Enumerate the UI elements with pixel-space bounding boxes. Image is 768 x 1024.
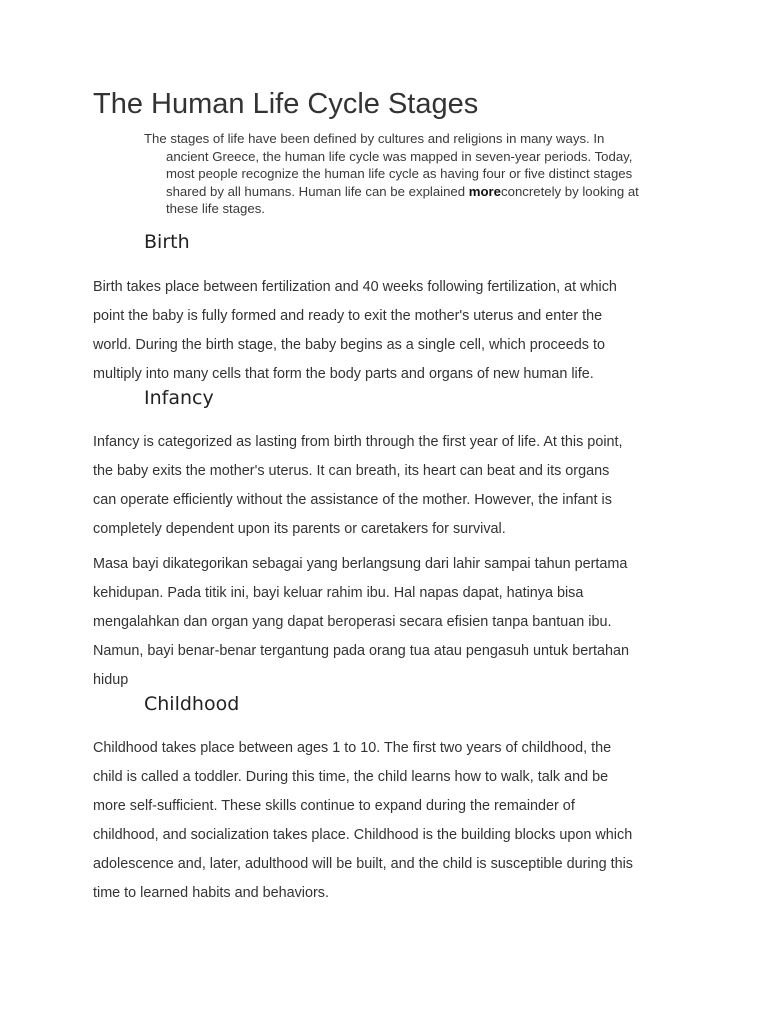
intro-line: ancient Greece, the human life cycle was mapped in seven-year periods. Today,: [166, 148, 633, 164]
intro-line: most people recognize the human life cycle as having four or five distinct stages: [166, 166, 633, 182]
paragraph-line: point the baby is fully formed and ready to exit the mother's uterus and enter the: [93, 308, 603, 324]
paragraph-line: hidup: [93, 672, 129, 688]
childhood-paragraph: [93, 734, 693, 908]
intro-line: The stages of life have been defined by cultures and religions in many ways. In: [144, 131, 605, 146]
intro-line: [144, 183, 684, 201]
paragraph-line: Masa bayi dikategorikan sebagai yang berlangsung dari lahir sampai tahun pertama: [93, 556, 628, 572]
page-title: The Human Life Cycle Stages: [93, 88, 479, 120]
intro-paragraph: [144, 130, 684, 218]
section-heading-childhood: Childhood: [144, 693, 240, 715]
paragraph-line: child is called a toddler. During this time, the child learns how to walk, talk and be: [93, 769, 609, 785]
paragraph-line: childhood, and socialization takes place. Childhood is the building blocks upon which: [93, 827, 633, 843]
paragraph-line: more self-sufficient. These skills continue to expand during the remainder of: [93, 798, 575, 814]
paragraph-line: Namun, bayi benar-benar tergantung pada orang tua atau pengasuh untuk bertahan: [93, 643, 630, 659]
section-heading-infancy: Infancy: [144, 387, 214, 409]
infancy-translation-paragraph: [93, 550, 693, 695]
paragraph-line: Childhood takes place between ages 1 to 10. The first two years of childhood, the: [93, 740, 612, 756]
section-heading-birth: Birth: [144, 231, 190, 253]
paragraph-line: time to learned habits and behaviors.: [93, 885, 329, 901]
paragraph-line: kehidupan. Pada titik ini, bayi keluar rahim ibu. Hal napas dapat, hatinya bisa: [93, 585, 584, 601]
paragraph-line: Infancy is categorized as lasting from birth through the first year of life. At this point,: [93, 434, 623, 450]
paragraph-line: multiply into many cells that form the body parts and organs of new human life.: [93, 366, 594, 382]
intro-line-text: shared by all humans. Human life can be explained: [166, 183, 469, 199]
intro-line: these life stages.: [166, 201, 265, 217]
paragraph-line: adolescence and, later, adulthood will be built, and the child is susceptible during this: [93, 856, 633, 872]
infancy-paragraph: [93, 428, 693, 544]
paragraph-line: can operate efficiently without the assistance of the mother. However, the infant is: [93, 492, 612, 508]
bold-word: more: [468, 183, 502, 199]
paragraph-line: world. During the birth stage, the baby begins as a single cell, which proceeds to: [93, 337, 605, 353]
paragraph-line: completely dependent upon its parents or caretakers for survival.: [93, 521, 506, 537]
paragraph-line: Birth takes place between fertilization and 40 weeks following fertilization, at which: [93, 279, 617, 295]
paragraph-line: the baby exits the mother's uterus. It can breath, its heart can beat and its organs: [93, 463, 610, 479]
birth-paragraph: [93, 273, 693, 389]
paragraph-line: mengalahkan dan organ yang dapat beroperasi secara efisien tanpa bantuan ibu.: [93, 614, 612, 630]
intro-line-text: concretely by looking at: [501, 183, 639, 199]
